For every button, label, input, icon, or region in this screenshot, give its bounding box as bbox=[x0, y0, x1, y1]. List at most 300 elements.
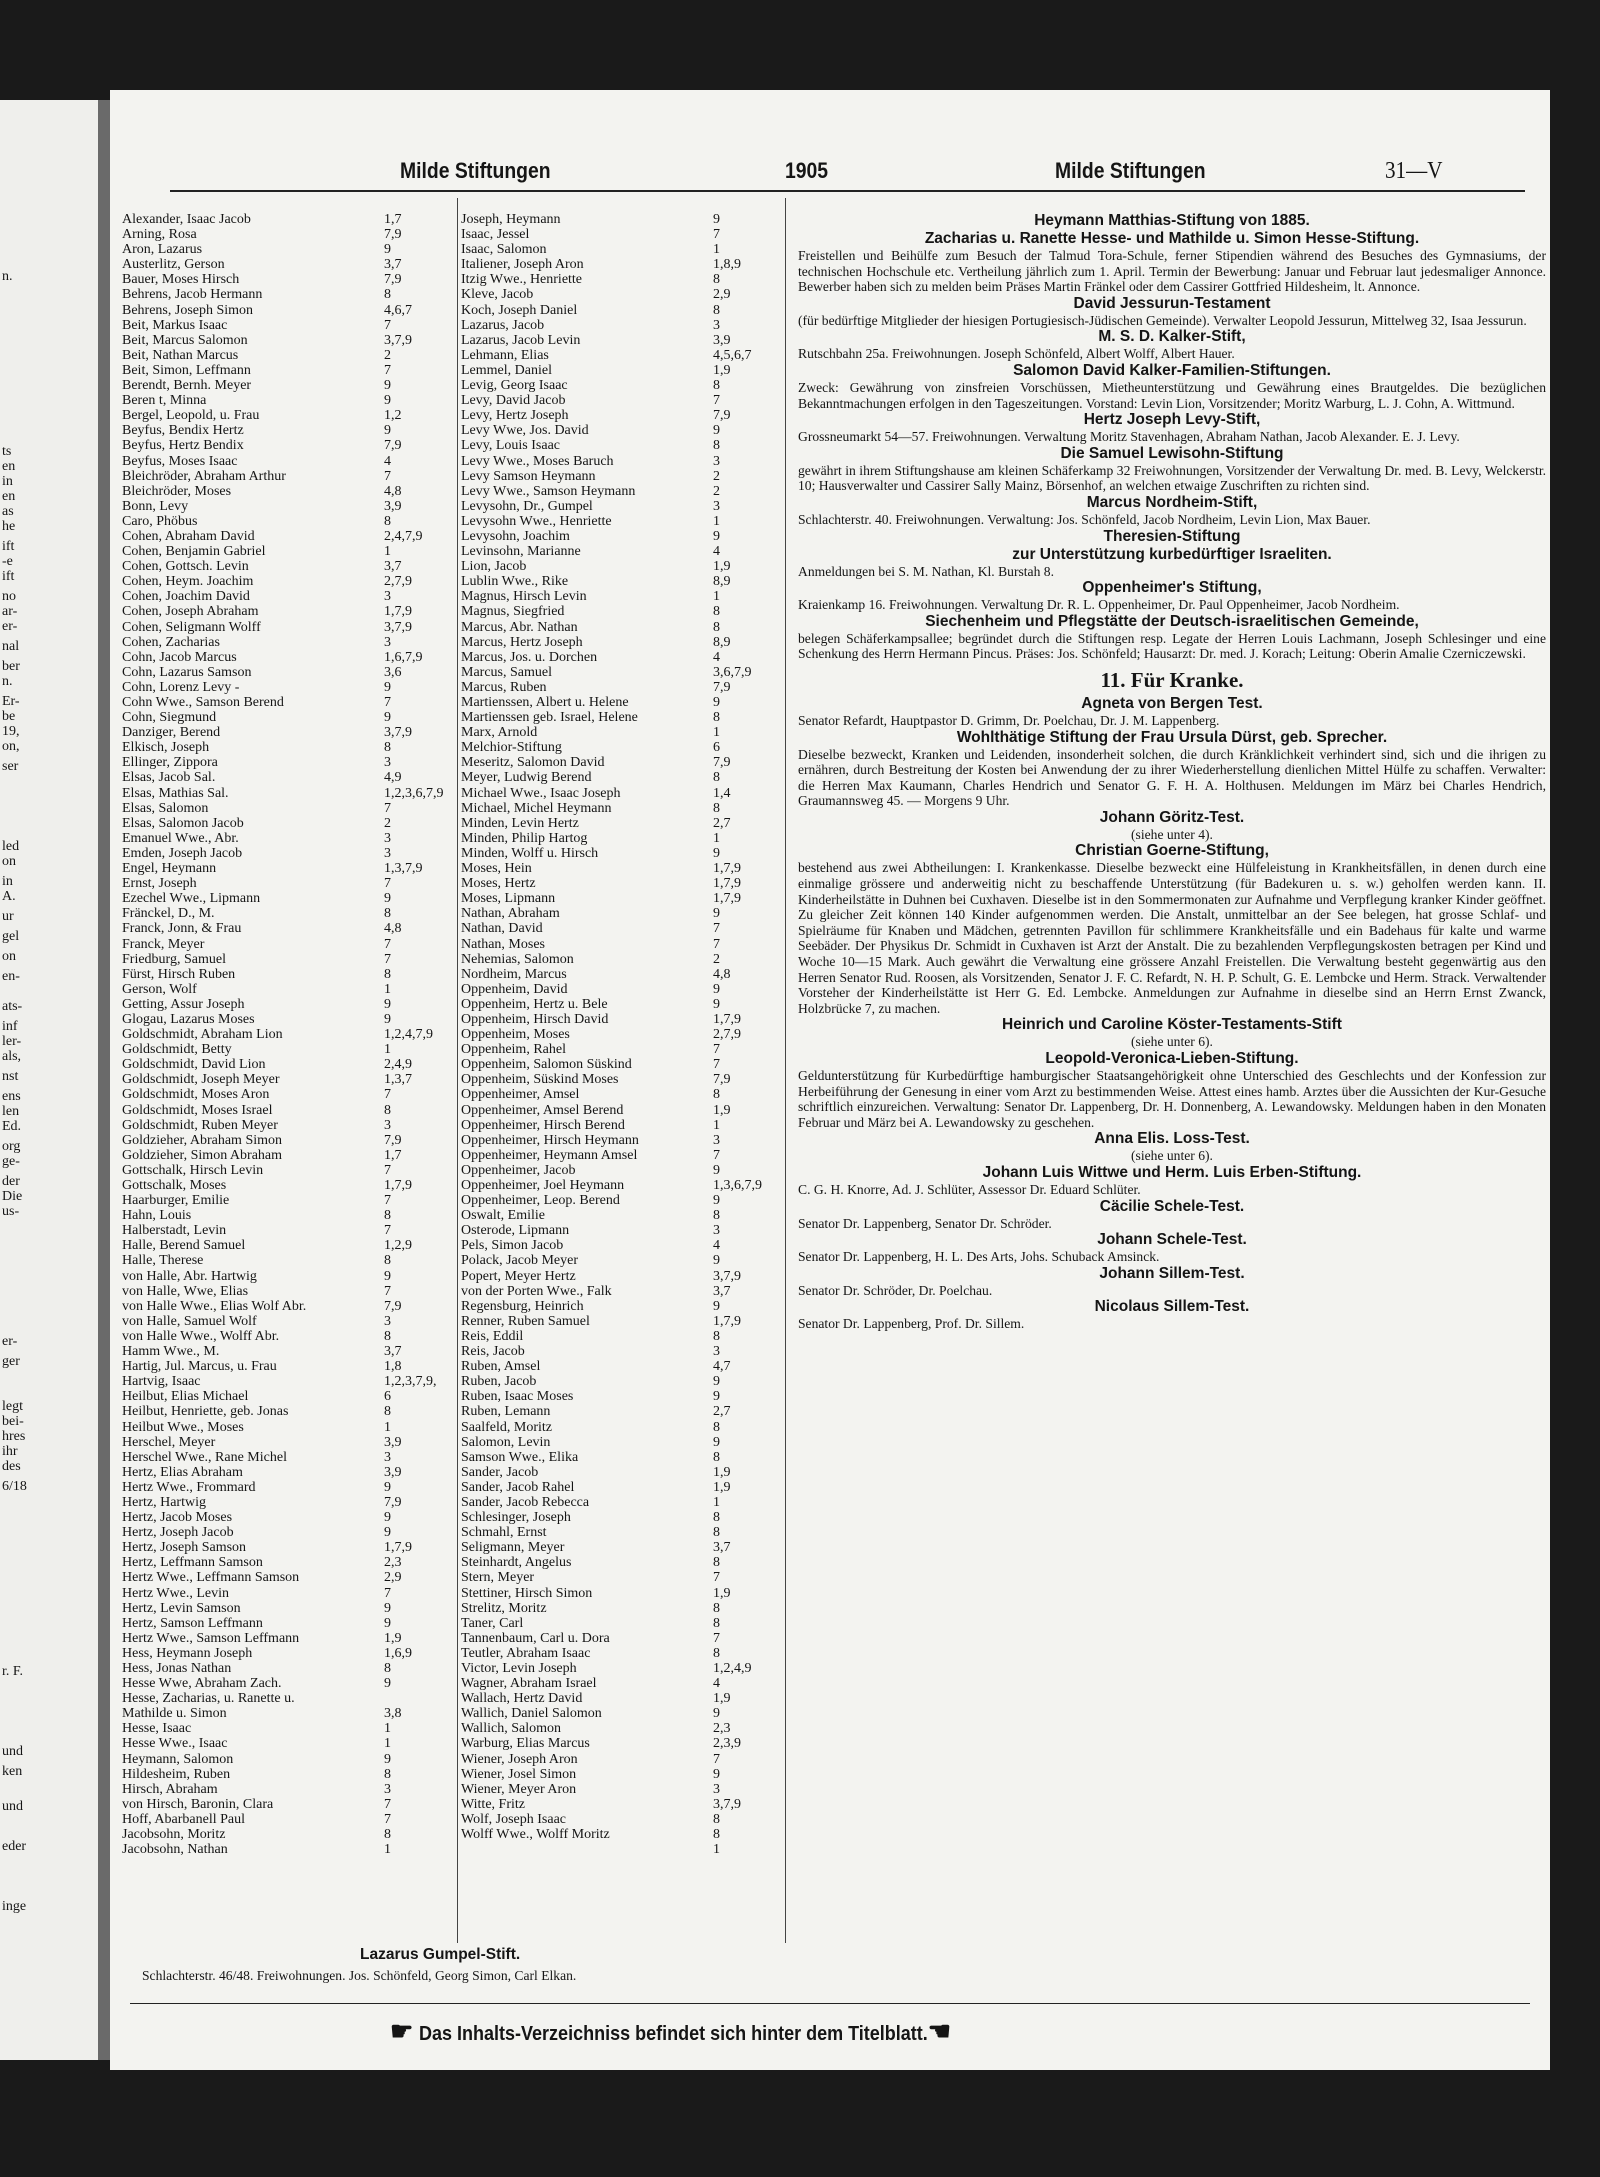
person-name: Beren t, Minna bbox=[122, 393, 207, 409]
list-item bbox=[122, 1646, 450, 1661]
list-item bbox=[461, 1072, 781, 1087]
foundation-text: Kraienkamp 16. Freiwohnungen. Verwaltung Dr. R. L. Oppenheimer, Dr. Paul Oppenheimer, Jacob Nordheim. bbox=[798, 597, 1400, 613]
list-item bbox=[122, 1329, 450, 1344]
margin-fragment: no bbox=[2, 589, 16, 604]
person-name: Marcus, Hertz Joseph bbox=[461, 634, 583, 650]
list-item bbox=[122, 469, 450, 484]
section-reference: 1,7,9 bbox=[384, 1178, 412, 1193]
person-name: Victor, Levin Joseph bbox=[461, 1661, 577, 1676]
person-name: Wiener, Joseph Aron bbox=[461, 1751, 578, 1767]
person-name: Cohn, Jacob Marcus bbox=[122, 649, 237, 665]
person-name: Cohen, Seligmann Wolff bbox=[122, 619, 261, 635]
list-item bbox=[461, 1374, 781, 1389]
section-reference: 4 bbox=[384, 453, 391, 469]
section-reference: 3,7 bbox=[713, 1283, 731, 1299]
section-reference: 7 bbox=[384, 876, 391, 892]
section-reference: 9 bbox=[713, 1706, 720, 1722]
list-item bbox=[122, 544, 450, 559]
section-reference: 7,9 bbox=[713, 755, 731, 771]
person-name: Hertz Wwe., Samson Leffmann bbox=[122, 1630, 300, 1646]
section-reference: 2,9 bbox=[384, 1570, 402, 1586]
section-reference: 8,9 bbox=[713, 634, 731, 650]
list-item bbox=[461, 786, 781, 801]
section-reference: 7 bbox=[384, 951, 391, 967]
section-reference: 9 bbox=[713, 1389, 720, 1405]
section-reference: 7 bbox=[713, 936, 720, 952]
person-name: von Halle, Samuel Wolf bbox=[122, 1313, 257, 1329]
list-item bbox=[122, 1616, 450, 1631]
list-item bbox=[122, 1435, 450, 1450]
person-name: Hertz, Joseph Samson bbox=[122, 1540, 247, 1556]
list-item bbox=[461, 1646, 781, 1661]
list-item bbox=[122, 454, 450, 469]
section-reference: 2,7 bbox=[713, 815, 731, 831]
list-item bbox=[461, 1133, 781, 1148]
section-reference: 3 bbox=[384, 1313, 391, 1329]
list-item bbox=[122, 1827, 450, 1842]
list-item bbox=[461, 529, 781, 544]
section-reference: 1,2,4,9 bbox=[713, 1661, 752, 1676]
margin-fragment: en- bbox=[2, 969, 20, 984]
section-reference: 7 bbox=[384, 468, 391, 484]
section-reference: 8 bbox=[713, 604, 720, 620]
section-reference: 7 bbox=[384, 800, 391, 816]
section-reference: 4 bbox=[713, 1238, 720, 1254]
person-name: Levysohn Wwe., Henriette bbox=[461, 513, 612, 529]
section-reference: 9 bbox=[713, 1374, 720, 1390]
list-item bbox=[122, 1797, 450, 1812]
section-reference: 8 bbox=[384, 287, 391, 303]
person-name: Emden, Joseph Jacob bbox=[122, 845, 243, 861]
list-item bbox=[122, 1721, 450, 1736]
list-item bbox=[122, 423, 450, 438]
list-item bbox=[122, 514, 450, 529]
list-item bbox=[122, 303, 450, 318]
person-name: Hertz, Leffmann Samson bbox=[122, 1555, 263, 1571]
foundation-heading: Leopold-Veronica-Lieben-Stiftung. bbox=[1045, 1050, 1299, 1067]
section-reference: 2 bbox=[713, 951, 720, 967]
section-reference: 8 bbox=[384, 966, 391, 982]
section-reference: 7 bbox=[713, 1042, 720, 1058]
person-name: Bonn, Levy bbox=[122, 498, 189, 514]
list-item bbox=[122, 1736, 450, 1751]
section-reference: 8 bbox=[384, 1404, 391, 1420]
list-item bbox=[461, 967, 781, 982]
list-item bbox=[122, 574, 450, 589]
margin-fragment: ihr bbox=[2, 1444, 18, 1459]
section-reference: 1,7,9 bbox=[384, 1540, 412, 1556]
section-reference: 1,7,9 bbox=[713, 1011, 741, 1027]
section-reference: 7,9 bbox=[384, 272, 402, 288]
list-item bbox=[461, 348, 781, 363]
person-name: Wallich, Salomon bbox=[461, 1721, 561, 1737]
foundation-heading: Zacharias u. Ranette Hesse- und Mathilde u. Simon Hesse-Stiftung. bbox=[924, 230, 1420, 247]
person-name: Stern, Meyer bbox=[461, 1570, 535, 1586]
person-name: Goldschmidt, Joseph Meyer bbox=[122, 1072, 280, 1088]
section-reference: 2,7,9 bbox=[384, 574, 412, 590]
section-reference: 1,2,3,7,9, bbox=[384, 1374, 437, 1390]
section-reference: 4 bbox=[713, 649, 720, 665]
list-item bbox=[122, 287, 450, 302]
section-reference: 9 bbox=[713, 1298, 720, 1314]
section-reference: 9 bbox=[713, 1434, 720, 1450]
list-item bbox=[461, 1706, 781, 1721]
list-item bbox=[461, 1404, 781, 1419]
section-reference: 8 bbox=[713, 1087, 720, 1103]
list-item bbox=[461, 1465, 781, 1480]
foundation-text: Rutschbahn 25a. Freiwohnungen. Joseph Schönfeld, Albert Wolff, Albert Hauer. bbox=[798, 346, 1235, 362]
list-item bbox=[461, 318, 781, 333]
section-reference: 8 bbox=[384, 1253, 391, 1269]
person-name: Martienssen, Albert u. Helene bbox=[461, 695, 629, 710]
section-reference: 9 bbox=[713, 981, 720, 997]
person-name: Levysohn, Dr., Gumpel bbox=[461, 498, 593, 514]
section-reference: 3 bbox=[384, 830, 391, 846]
section-reference: 2,9 bbox=[713, 287, 731, 303]
section-reference: 9 bbox=[384, 891, 391, 907]
person-name: Lehmann, Elias bbox=[461, 347, 549, 363]
list-item bbox=[461, 1012, 781, 1027]
foundation-heading: Wohlthätige Stiftung der Frau Ursula Dürst, geb. Sprecher. bbox=[956, 728, 1388, 746]
person-name: Nordheim, Marcus bbox=[461, 966, 567, 982]
margin-fragment: bei- bbox=[2, 1414, 24, 1429]
person-name: Lazarus, Jacob Levin bbox=[461, 332, 581, 348]
margin-fragment: nal bbox=[2, 639, 20, 654]
list-item bbox=[122, 876, 450, 891]
margin-fragment: Die bbox=[2, 1189, 23, 1204]
column-divider-1 bbox=[457, 198, 458, 1943]
person-name: Goldschmidt, David Lion bbox=[122, 1057, 266, 1073]
list-item bbox=[461, 1359, 781, 1374]
person-name: Moses, Lipmann bbox=[461, 891, 556, 907]
person-name: Ruben, Lemann bbox=[461, 1404, 551, 1420]
list-item bbox=[122, 770, 450, 785]
section-reference: 2,7 bbox=[713, 1404, 731, 1420]
margin-fragment: r. F. bbox=[2, 1664, 24, 1679]
section-reference: 7 bbox=[713, 921, 720, 937]
book-gutter bbox=[98, 100, 110, 2060]
section-reference: 1 bbox=[713, 1117, 720, 1133]
person-name: Marcus, Samuel bbox=[461, 664, 552, 680]
margin-fragment: on bbox=[2, 949, 16, 964]
person-name: Hamm Wwe., M. bbox=[122, 1344, 220, 1360]
section-reference: 2 bbox=[384, 815, 391, 831]
foundation-heading: Johann Schele-Test. bbox=[1097, 1231, 1247, 1249]
margin-fragment: as bbox=[2, 504, 14, 519]
list-item bbox=[461, 1103, 781, 1118]
section-reference: 9 bbox=[384, 1600, 391, 1616]
foundation-heading: Johann Göritz-Test. bbox=[1099, 808, 1245, 826]
margin-fragment: en bbox=[2, 489, 16, 504]
pointing-hand-icon: ☚ bbox=[927, 2016, 952, 2046]
section-reference: 1,9 bbox=[713, 1585, 731, 1601]
section-reference: 1,9 bbox=[713, 559, 731, 575]
section-reference: 3 bbox=[713, 1344, 720, 1360]
section-reference: 3 bbox=[713, 1132, 720, 1148]
list-item bbox=[461, 1631, 781, 1646]
section-reference: 1,7 bbox=[384, 212, 402, 227]
list-item bbox=[461, 272, 781, 287]
person-name: Wiener, Meyer Aron bbox=[461, 1781, 577, 1797]
list-item bbox=[461, 1827, 781, 1842]
margin-fragment: led bbox=[2, 839, 20, 854]
list-item bbox=[461, 378, 781, 393]
list-item bbox=[122, 665, 450, 680]
list-item bbox=[461, 1314, 781, 1329]
section-reference: 3,7,9 bbox=[384, 619, 412, 635]
foundation-heading: Salomon David Kalker-Familien-Stiftungen. bbox=[1013, 361, 1331, 379]
section-reference: 7 bbox=[713, 227, 720, 243]
person-name: Beit, Markus Isaac bbox=[122, 317, 228, 333]
person-name: Wagner, Abraham Israel bbox=[461, 1676, 597, 1692]
person-name: Warburg, Elias Marcus bbox=[461, 1736, 590, 1752]
person-name: Levy Wwe, Jos. David bbox=[461, 423, 589, 439]
margin-fragment: ar- bbox=[2, 604, 18, 619]
list-item bbox=[122, 710, 450, 725]
person-name: Melchior-Stiftung bbox=[461, 740, 562, 756]
list-item bbox=[461, 861, 781, 876]
section-reference: 8 bbox=[713, 1615, 720, 1631]
person-name: Schmahl, Ernst bbox=[461, 1525, 547, 1541]
section-reference: 8 bbox=[713, 1827, 720, 1843]
section-reference: 7,9 bbox=[384, 1298, 402, 1314]
section-reference: 7,9 bbox=[384, 1132, 402, 1148]
person-name: Hirsch, Abraham bbox=[122, 1781, 218, 1797]
foundation-text: Senator Dr. Lappenberg, Prof. Dr. Sillem. bbox=[798, 1316, 1025, 1332]
list-item bbox=[461, 1570, 781, 1585]
person-name: Beyfus, Bendix Hertz bbox=[122, 423, 244, 439]
list-item bbox=[461, 635, 781, 650]
person-name: Fürst, Hirsch Ruben bbox=[122, 966, 236, 982]
list-item bbox=[461, 423, 781, 438]
list-item bbox=[122, 1253, 450, 1268]
section-reference: 8 bbox=[713, 710, 720, 726]
person-name: Beyfus, Hertz Bendix bbox=[122, 438, 244, 454]
list-item bbox=[122, 1223, 450, 1238]
foundation-heading: zur Unterstützung kurbedürftiger Israeliten. bbox=[1012, 545, 1332, 563]
section-reference: 3,6 bbox=[384, 664, 402, 680]
list-item bbox=[461, 484, 781, 499]
section-reference: 2,3 bbox=[713, 1721, 731, 1737]
list-item bbox=[461, 831, 781, 846]
list-item bbox=[122, 529, 450, 544]
section-reference: 1,7,9 bbox=[713, 876, 741, 892]
section-reference: 1,4 bbox=[713, 785, 731, 801]
list-item bbox=[122, 1404, 450, 1419]
list-item bbox=[122, 906, 450, 921]
margin-fragment: on, bbox=[2, 739, 20, 754]
list-item bbox=[122, 1812, 450, 1827]
section-reference: 3 bbox=[713, 498, 720, 514]
list-item bbox=[122, 499, 450, 514]
section-reference: 7 bbox=[384, 1087, 391, 1103]
list-item bbox=[122, 1087, 450, 1102]
list-item bbox=[461, 1540, 781, 1555]
section-reference: 1,2,4,7,9 bbox=[384, 1027, 433, 1043]
list-item bbox=[122, 363, 450, 378]
footer-text: Das Inhalts-Verzeichniss befindet sich hinter dem Titelblatt. bbox=[418, 2023, 928, 2045]
section-reference: 9 bbox=[384, 1615, 391, 1631]
list-item bbox=[461, 801, 781, 816]
person-name: Nathan, Moses bbox=[461, 936, 545, 952]
person-name: Glogau, Lazarus Moses bbox=[122, 1011, 255, 1027]
section-reference: 8 bbox=[713, 1645, 720, 1661]
margin-fragment: eder bbox=[2, 1839, 27, 1854]
list-item bbox=[122, 227, 450, 242]
section-reference: 7 bbox=[713, 1147, 720, 1163]
margin-fragment: er- bbox=[2, 619, 18, 634]
list-item bbox=[122, 1495, 450, 1510]
margin-fragment: us- bbox=[2, 1204, 20, 1219]
person-name: Renner, Ruben Samuel bbox=[461, 1313, 590, 1329]
person-name: Elsas, Jacob Sal. bbox=[122, 770, 216, 786]
list-item bbox=[461, 1238, 781, 1253]
person-name: Oppenheim, Salomon Süskind bbox=[461, 1057, 632, 1073]
person-name: Minden, Wolff u. Hirsch bbox=[461, 845, 599, 861]
name-list-column-1 bbox=[122, 212, 450, 1857]
section-reference: 1,6,9 bbox=[384, 1645, 412, 1661]
section-reference: 1,9 bbox=[384, 1630, 402, 1646]
section-reference: 9 bbox=[713, 528, 720, 544]
person-name: Oppenheimer, Hirsch Heymann bbox=[461, 1132, 639, 1148]
person-name: Hahn, Louis bbox=[122, 1208, 192, 1224]
list-item bbox=[461, 1691, 781, 1706]
section-reference: 8 bbox=[713, 378, 720, 394]
section-reference: 8 bbox=[384, 1827, 391, 1843]
header-rule bbox=[170, 190, 1525, 192]
list-item bbox=[461, 544, 781, 559]
list-item bbox=[461, 287, 781, 302]
list-item bbox=[461, 770, 781, 785]
person-name: Nehemias, Salomon bbox=[461, 951, 574, 967]
section-reference: 9 bbox=[713, 1253, 720, 1269]
person-name: Hartvig, Isaac bbox=[122, 1374, 201, 1390]
cross-reference: (siehe unter 6). bbox=[1131, 1148, 1213, 1164]
person-name: Levy, David Jacob bbox=[461, 393, 566, 409]
section-reference: 3,7 bbox=[384, 257, 402, 273]
section-reference: 3,7 bbox=[384, 559, 402, 575]
section-reference: 9 bbox=[713, 845, 720, 861]
person-name: Minden, Levin Hertz bbox=[461, 815, 579, 831]
list-item bbox=[122, 967, 450, 982]
section-reference: 9 bbox=[384, 1676, 391, 1692]
margin-fragment: des bbox=[2, 1459, 21, 1474]
list-item bbox=[122, 921, 450, 936]
list-item bbox=[461, 1616, 781, 1631]
list-item bbox=[122, 1420, 450, 1435]
person-name: Beit, Nathan Marcus bbox=[122, 347, 239, 363]
section-reference: 4,5,6,7 bbox=[713, 347, 752, 363]
list-item bbox=[122, 861, 450, 876]
header-left-title: Milde Stiftungen bbox=[400, 158, 551, 183]
list-item bbox=[122, 1510, 450, 1525]
adjacent-page-edge bbox=[0, 100, 98, 2060]
person-name: Ruben, Amsel bbox=[461, 1359, 541, 1375]
list-item bbox=[122, 816, 450, 831]
list-item bbox=[461, 680, 781, 695]
person-name: Gottschalk, Moses bbox=[122, 1178, 227, 1193]
foundation-heading: Agneta von Bergen Test. bbox=[1081, 694, 1263, 712]
person-name: Sander, Jacob Rebecca bbox=[461, 1494, 590, 1510]
person-name: Hess, Heymann Joseph bbox=[122, 1645, 253, 1661]
person-name: Heilbut Wwe., Moses bbox=[122, 1419, 244, 1435]
list-item bbox=[122, 1525, 450, 1540]
list-item bbox=[461, 937, 781, 952]
section-reference: 1 bbox=[713, 725, 720, 741]
foundation-heading: Johann Sillem-Test. bbox=[1099, 1264, 1245, 1282]
section-reference: 9 bbox=[713, 996, 720, 1012]
person-name: Halle, Berend Samuel bbox=[122, 1238, 246, 1254]
section-reference: 8 bbox=[384, 1208, 391, 1224]
section-reference: 8 bbox=[713, 1525, 720, 1541]
person-name: Hertz, Hartwig bbox=[122, 1494, 206, 1510]
section-reference: 7 bbox=[384, 1162, 391, 1178]
person-name: Caro, Phöbus bbox=[122, 513, 198, 529]
list-item bbox=[461, 1253, 781, 1268]
margin-fragment: en bbox=[2, 459, 16, 474]
list-item bbox=[122, 1676, 450, 1691]
section-reference: 1,7,9 bbox=[713, 891, 741, 907]
person-name: Taner, Carl bbox=[461, 1615, 524, 1631]
person-name: Ezechel Wwe., Lipmann bbox=[122, 891, 261, 907]
person-name: Oppenheimer, Joel Heymann bbox=[461, 1178, 625, 1193]
section-reference: 3 bbox=[384, 634, 391, 650]
person-name: Herschel Wwe., Rane Michel bbox=[122, 1449, 287, 1465]
list-item bbox=[122, 650, 450, 665]
person-name: Nathan, David bbox=[461, 921, 543, 937]
section-reference: 8 bbox=[384, 1328, 391, 1344]
section-reference: 1 bbox=[713, 830, 720, 846]
section-reference: 9 bbox=[713, 906, 720, 922]
list-item bbox=[122, 1027, 450, 1042]
list-item bbox=[122, 1269, 450, 1284]
section-reference: 6 bbox=[384, 1389, 391, 1405]
foundation-heading: Siechenheim und Pflegstätte der Deutsch-israelitischen Gemeinde, bbox=[925, 612, 1419, 630]
list-item bbox=[461, 469, 781, 484]
person-name: Cohen, Abraham David bbox=[122, 528, 255, 544]
section-reference: 1 bbox=[713, 1494, 720, 1510]
person-name: Cohen, Joachim David bbox=[122, 589, 250, 605]
section-reference: 4,8 bbox=[713, 966, 731, 982]
person-name: Arning, Rosa bbox=[122, 227, 197, 243]
section-reference: 2 bbox=[713, 468, 720, 484]
list-item bbox=[461, 257, 781, 272]
list-item bbox=[461, 1284, 781, 1299]
list-item bbox=[122, 348, 450, 363]
list-item bbox=[122, 589, 450, 604]
person-name: Gottschalk, Hirsch Levin bbox=[122, 1162, 264, 1178]
list-item bbox=[461, 1601, 781, 1616]
list-item bbox=[122, 257, 450, 272]
cross-reference: (siehe unter 4). bbox=[1131, 826, 1213, 842]
foundation-heading: Heymann Matthias-Stiftung von 1885. bbox=[1034, 212, 1310, 229]
person-name: von Hirsch, Baronin, Clara bbox=[122, 1796, 274, 1812]
foundation-text: Senator Dr. Lappenberg, H. L. Des Arts, Johs. Schuback Amsinck. bbox=[798, 1249, 1160, 1265]
person-name: von Halle Wwe., Wolff Abr. bbox=[122, 1328, 280, 1344]
section-reference: 1,8 bbox=[384, 1359, 402, 1375]
person-name: Michael, Michel Heymann bbox=[461, 800, 612, 816]
person-name: Beyfus, Moses Isaac bbox=[122, 453, 238, 469]
list-item bbox=[461, 242, 781, 257]
section-reference: 9 bbox=[713, 1162, 720, 1178]
person-name: Koch, Joseph Daniel bbox=[461, 302, 578, 318]
list-item bbox=[122, 1767, 450, 1782]
foundation-heading: Oppenheimer's Stiftung, bbox=[1082, 579, 1262, 597]
margin-fragment: Er- bbox=[2, 694, 20, 709]
list-item bbox=[461, 604, 781, 619]
person-name: Hesse, Zacharias, u. Ranette u. bbox=[122, 1691, 295, 1707]
section-reference: 8 bbox=[713, 1419, 720, 1435]
